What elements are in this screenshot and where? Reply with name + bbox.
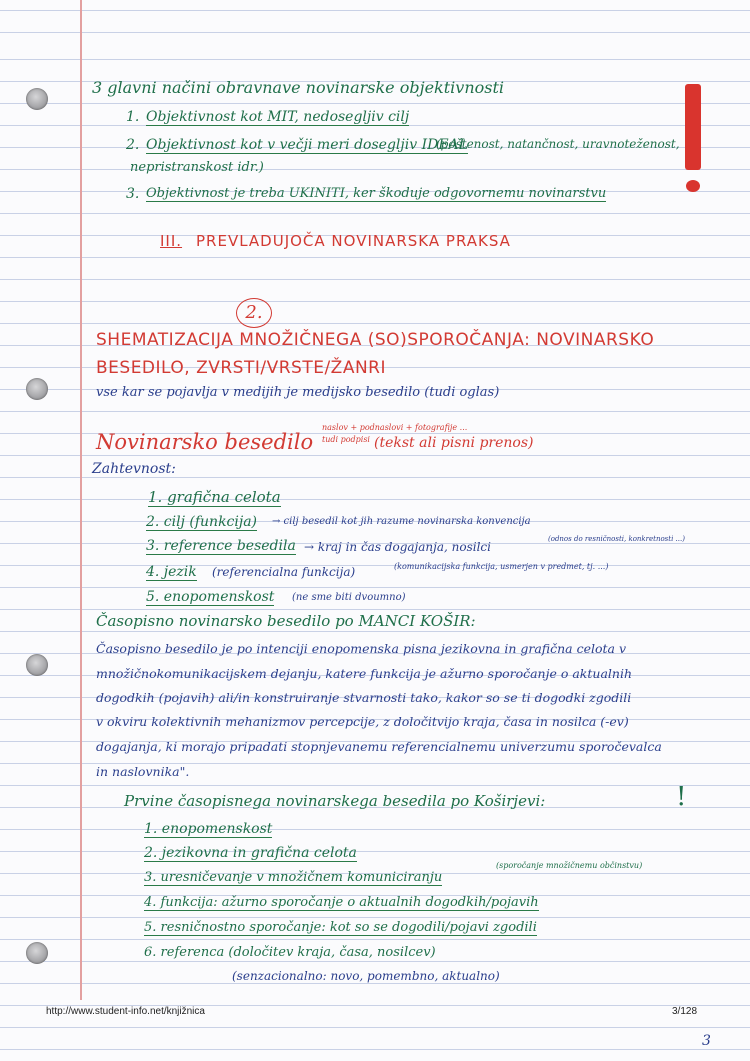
footer-url: http://www.student-info.net/knjižnica bbox=[46, 1006, 205, 1017]
subheading-note: naslov + podnaslovi + fotografije ... bbox=[322, 423, 468, 432]
list-item-note: (ne sme biti dvoumno) bbox=[292, 592, 406, 603]
heading-line: BESEDILO, ZVRSTI/VRSTE/ŽANRI bbox=[96, 358, 387, 378]
quote-line: v okviru kolektivnih mehanizmov percepcije, z določitvijo kraja, časa in nosilca (-ev) bbox=[96, 714, 629, 729]
margin-exclamation: ! bbox=[676, 782, 687, 812]
list-item: 1. grafična celota bbox=[148, 488, 281, 506]
definition-line: vse kar se pojavlja v medijih je medijsko besedilo (tudi oglas) bbox=[96, 385, 500, 400]
list-item-note: → kraj in čas dogajanja, nosilci bbox=[304, 540, 491, 554]
section-number: III. bbox=[160, 232, 183, 250]
list-item-note: (sporočanje množičnemu občinstvu) bbox=[496, 861, 643, 870]
circled-number: 2. bbox=[236, 298, 272, 328]
subheading-note: tudi podpisi bbox=[322, 435, 370, 444]
exclamation-mark-icon bbox=[682, 84, 704, 194]
list-item-note: (referencialna funkcija) bbox=[212, 565, 356, 579]
punch-hole bbox=[26, 654, 48, 676]
subheading: Novinarsko besedilo bbox=[96, 430, 314, 454]
subheading: Časopisno novinarsko besedilo po MANCI KOŠIR: bbox=[96, 612, 476, 630]
list-number: 1. bbox=[126, 109, 140, 125]
list-item-note: (poštenost, natančnost, uravnoteženost, bbox=[436, 137, 680, 151]
heading-line: SHEMATIZACIJA MNOŽIČNEGA (SO)SPOROČANJA: NOVINARSKO bbox=[96, 330, 655, 350]
quote-line: dogodkih (pojavih) ali/in konstruiranje stvarnosti tako, kakor so se ti dogodki zgodili bbox=[96, 690, 632, 705]
list-number: 3. bbox=[126, 186, 140, 202]
list-item-note: → cilj besedil kot jih razume novinarska konvencija bbox=[272, 516, 531, 527]
list-item-note: (senzacionalno: novo, pomembno, aktualno) bbox=[232, 969, 500, 983]
label: Zahtevnost: bbox=[92, 461, 176, 477]
list-item: 4. jezik bbox=[146, 564, 197, 580]
quote-line: in naslovnika". bbox=[96, 764, 190, 779]
quote-line: Časopisno besedilo je po intenciji enopomenska pisna jezikovna in grafična celota v bbox=[96, 641, 627, 656]
list-number: 2. bbox=[126, 137, 140, 153]
margin-line bbox=[80, 0, 82, 1000]
list-item-note: (komunikacijska funkcija, usmerjen v predmet, tj. ...) bbox=[394, 562, 609, 571]
punch-hole bbox=[26, 378, 48, 400]
list-item: 3. reference besedila bbox=[146, 538, 296, 554]
list-item-note: (odnos do resničnosti, konkretnosti ...) bbox=[548, 535, 685, 543]
punch-hole bbox=[26, 88, 48, 110]
list-item: 6. referenca (določitev kraja, časa, nosilcev) bbox=[144, 945, 436, 960]
page-counter: 3/128 bbox=[672, 1006, 698, 1017]
list-item: 1. enopomenskost bbox=[144, 821, 273, 837]
list-item: 5. enopomenskost bbox=[146, 589, 275, 605]
quote-line: množičnokomunikacijskem dejanju, katere funkcija je ažurno sporočanje o aktualnih bbox=[96, 666, 633, 681]
quote-line: dogajanja, ki morajo pripadati stopnjevanemu referencialnemu univerzumu sporočevalca bbox=[96, 739, 662, 754]
list-item: 3. uresničevanje v množičnem komuniciranju bbox=[144, 870, 443, 885]
list-item: Objektivnost kot v večji meri dosegljiv IDEAL bbox=[146, 137, 468, 153]
list-item: Objektivnost kot MIT, nedosegljiv cilj bbox=[146, 109, 410, 125]
list-item: 2. jezikovna in grafična celota bbox=[144, 845, 357, 861]
section-title: PREVLADUJOČA NOVINARSKA PRAKSA bbox=[196, 232, 511, 250]
subheading: Prvine časopisnega novinarskega besedila po Koširjevi: bbox=[124, 792, 546, 810]
list-item: 4. funkcija: ažurno sporočanje o aktualnih dogodkih/pojavih bbox=[144, 895, 539, 910]
subheading-note: (tekst ali pisni prenos) bbox=[374, 435, 534, 451]
list-item: 2. cilj (funkcija) bbox=[146, 514, 258, 530]
punch-hole bbox=[26, 942, 48, 964]
handwritten-page-number: 3 bbox=[702, 1033, 711, 1049]
list-item-note: nepristranskost idr.) bbox=[130, 160, 264, 175]
title-line: 3 glavni načini obravnave novinarske objektivnosti bbox=[92, 78, 505, 97]
list-item: 5. resničnostno sporočanje: kot so se dogodili/pojavi zgodili bbox=[144, 920, 537, 935]
list-item: Objektivnost je treba UKINITI, ker škoduje odgovornemu novinarstvu bbox=[146, 186, 607, 201]
